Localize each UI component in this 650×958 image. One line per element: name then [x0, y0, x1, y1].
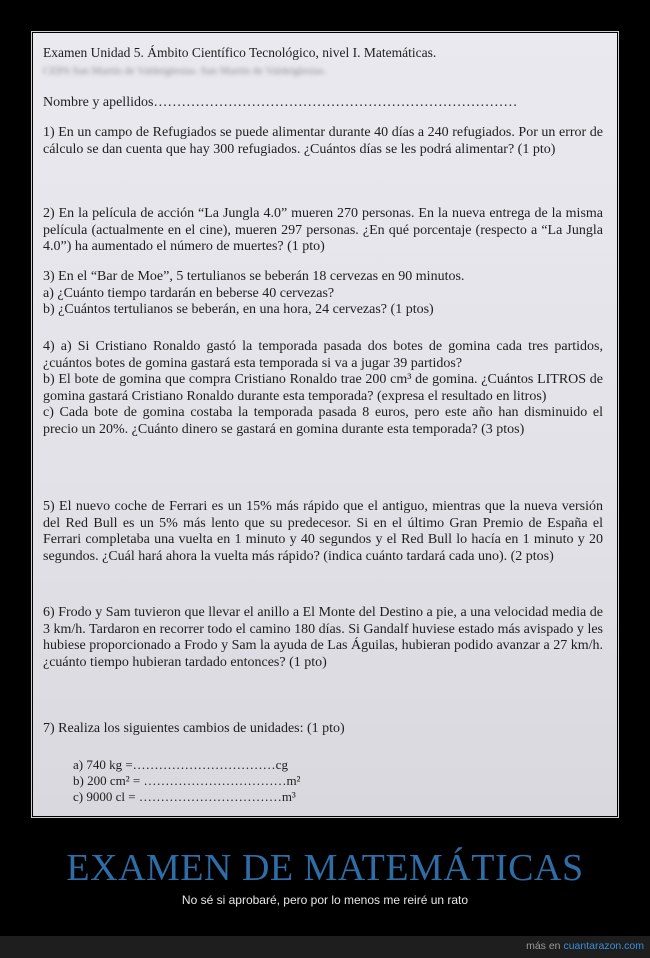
- footer-prefix: más en: [526, 940, 561, 952]
- question-3-intro: 3) En el “Bar de Moe”, 5 tertulianos se beberán 18 cervezas en 90 minutos.: [43, 269, 465, 284]
- post-title: EXAMEN DE MATEMÁTICAS: [66, 847, 584, 889]
- post-subtitle: No sé si aprobaré, pero por lo menos me reiré un rato: [181, 893, 469, 907]
- conversion-b: b) 200 cm² = ……………………………m²: [73, 773, 301, 788]
- question-4a: 4) a) Si Cristiano Ronaldo gastó la temporada pasada dos botes de gomina cada tres partidos, ¿cuántos botes de gomina gastará esta temporada si va a jugar 39 partidos?: [43, 339, 603, 371]
- question-5: 5) El nuevo coche de Ferrari es un 15% más rápido que el antiguo, mientras que la nueva versión del Red Bull es un 5% más lento que su predecesor. Si en el último Gran Premio de España el Ferrari completaba una vuelta en 1 minuto y 40 segundos y el Red Bull lo hacía en 1 minuto y 20 segundos. ¿Cuál hará ahora la vuelta más rápido? (indica cuánto tardará cada uno). (2 ptos): [43, 499, 603, 564]
- unit-conversions: [73, 757, 300, 805]
- exam-photo: [31, 31, 619, 818]
- exam-paper: [33, 33, 617, 816]
- question-4b: b) El bote de gomina que compra Cristiano Ronaldo trae 200 cm³ de gomina. ¿Cuántos LITROS de gomina gastará Cristiano Ronaldo durante esta temporada? (expresa el resultado en litros): [43, 372, 603, 404]
- question-3a: a) ¿Cuánto tiempo tardarán en beberse 40 cervezas?: [43, 285, 335, 301]
- footer-text: [526, 940, 644, 952]
- conversion-a: a) 740 kg =……………………………cg: [73, 757, 288, 772]
- name-line: Nombre y apellidos……………………………………………………………………: [43, 95, 518, 110]
- question-1: 1) En un campo de Refugiados se puede alimentar durante 40 días a 240 refugiados. Por un error de cálculo se dan cuenta que hay 300 refugiados. ¿Cuántos días se les podrá alimentar? (1 pto): [43, 125, 603, 157]
- question-6: 6) Frodo y Sam tuvieron que llevar el anillo a El Monte del Destino a pie, a una velocidad media de 3 km/h. Tardaron en recorrer todo el camino 180 días. Si Gandalf huviese estado más avispado y les hubiese proporcionado a Frodo y Sam la ayuda de Las Águilas, hubieran podido avanzar a 27 km/h. ¿cuánto tiempo hubieran tardado entonces? (1 pto): [43, 605, 603, 670]
- conversion-c: c) 9000 cl = ……………………………m³: [73, 789, 296, 804]
- footer-bar: [0, 936, 650, 958]
- question-4c: c) Cada bote de gomina costaba la temporada pasada 8 euros, pero este año han disminuido el precio un 20%. ¿Cuánto dinero se gastará en gomina durante esta temporada? (3 ptos): [43, 405, 603, 437]
- question-2: 2) En la película de acción “La Jungla 4.0” mueren 270 personas. En la nueva entrega de la misma película (actualmente en el cine), mueren 297 personas. ¿En qué porcentaje (respecto a “La Jungla 4.0”) ha aumentado el número de muertes? (1 pto): [43, 206, 603, 254]
- question-7: 7) Realiza los siguientes cambios de unidades: (1 pto): [43, 721, 345, 736]
- question-4: [43, 339, 603, 438]
- exam-title: Examen Unidad 5. Ámbito Científico Tecnológico, nivel I. Matemáticas.: [43, 45, 437, 60]
- school-name-blurred: CEPA San Martín de Valdeiglesias. San Martín de Valdeiglesias.: [43, 65, 327, 77]
- question-3b: b) ¿Cuántos tertulianos se beberán, en una hora, 24 cervezas? (1 ptos): [43, 302, 434, 317]
- site-link[interactable]: cuantarazon.com: [563, 940, 644, 952]
- question-3: [43, 269, 603, 319]
